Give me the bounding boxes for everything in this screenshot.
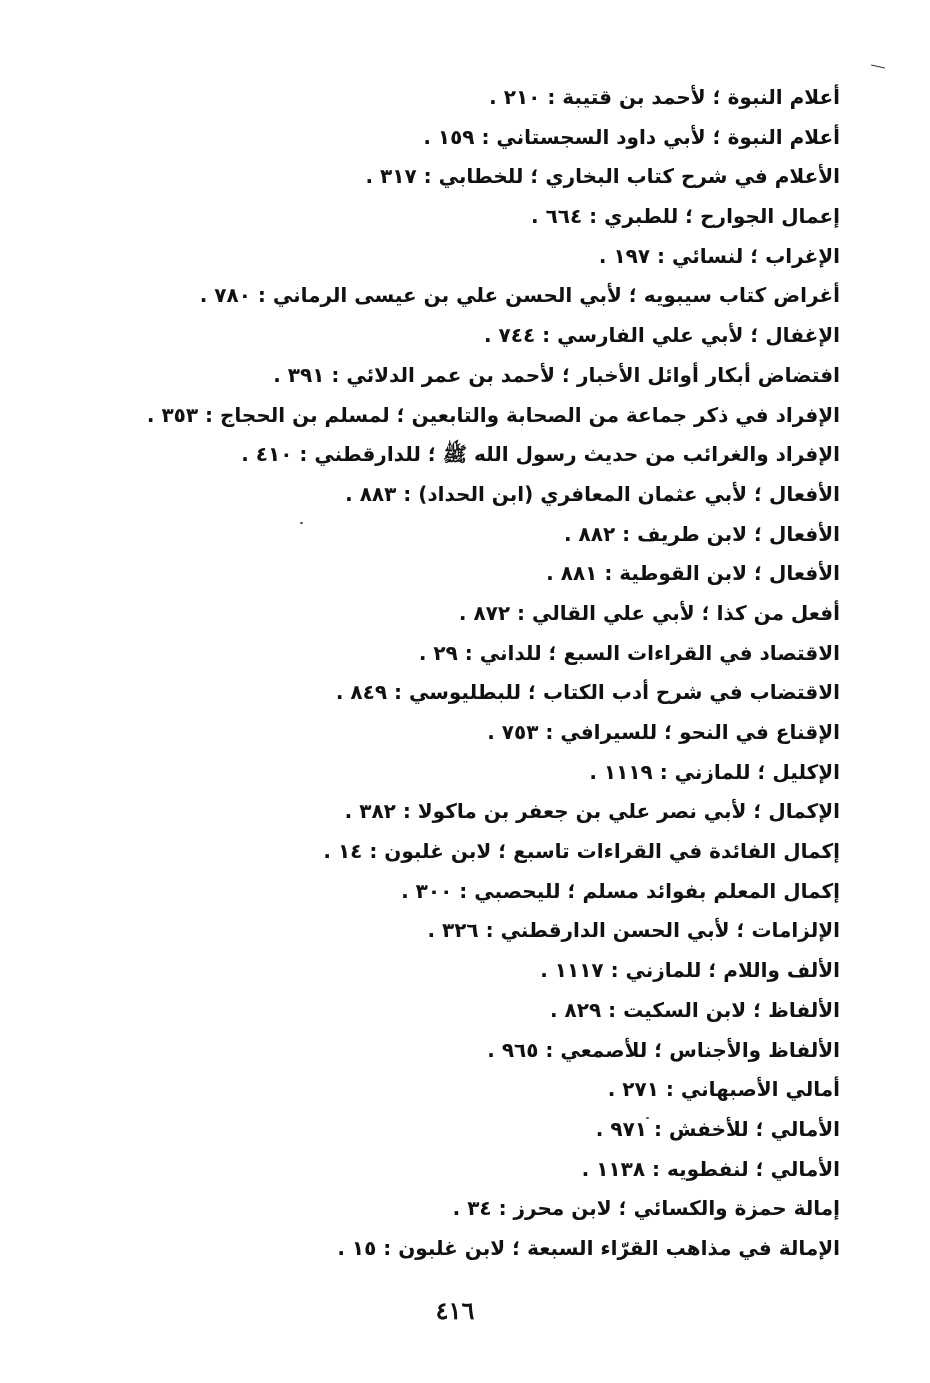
- index-entry: إمالة حمزة والكسائي ؛ لابن محرز : ٣٤ .: [452, 1196, 840, 1221]
- index-entry: إكمال الفائدة في القراءات تاسبع ؛ لابن غلبون : ١٤ .: [323, 839, 840, 864]
- index-entry: الأعلام في شرح كتاب البخاري ؛ للخطابي : ٣١٧ .: [365, 164, 840, 189]
- index-entry: أفعل من كذا ؛ لأبي علي القالي : ٨٧٢ .: [458, 600, 840, 625]
- index-entry: افتضاض أبكار أوائل الأخبار ؛ لأحمد بن عمر الدلائي : ٣٩١ .: [273, 362, 840, 387]
- index-entry-list: [120, 78, 840, 1269]
- index-entry: الإقناع في النحو ؛ للسيرافي : ٧٥٣ .: [487, 720, 840, 744]
- index-entry: أغراض كتاب سيبويه ؛ لأبي الحسن علي بن عيسى الرماني : ٧٨٠ .: [199, 283, 840, 308]
- index-entry: الإكمال ؛ لأبي نصر علي بن جعفر بن ماكولا : ٣٨٢ .: [344, 799, 840, 824]
- index-entry: إكمال المعلم بفوائد مسلم ؛ لليحصبي : ٣٠٠ .: [401, 878, 840, 903]
- index-entry: الأفعال ؛ لابن طريف : ٨٨٢ .: [563, 521, 840, 546]
- index-entry: الألفاظ والأجناس ؛ للأصمعي : ٩٦٥ .: [487, 1037, 840, 1062]
- index-entry: الاقتصاد في القراءات السبع ؛ للداني : ٢٩ .: [418, 640, 840, 665]
- index-entry: الألفاظ ؛ لابن السكيت : ٨٢٩ .: [549, 997, 840, 1022]
- index-entry: إعمال الجوارح ؛ للطبري : ٦٦٤ .: [531, 204, 840, 229]
- page-number: ٤١٦: [435, 1296, 475, 1325]
- index-entry: أعلام النبوة ؛ لأحمد بن قتيبة : ٢١٠ .: [489, 85, 840, 109]
- index-entry: الأفعال ؛ لأبي عثمان المعافري (ابن الحداد) : ٨٨٣ .: [345, 481, 840, 506]
- index-entry: الإكليل ؛ للمازني : ١١١٩ .: [589, 759, 840, 784]
- index-entry: أعلام النبوة ؛ لأبي داود السجستاني : ١٥٩ .: [423, 124, 840, 149]
- index-entry: الأفعال ؛ لابن القوطية : ٨٨١ .: [546, 561, 840, 586]
- index-entry: الأمالي ؛ لنفطويه : ١١٣٨ .: [581, 1156, 840, 1181]
- index-entry: الإغفال ؛ لأبي علي الفارسي : ٧٤٤ .: [483, 323, 840, 348]
- scan-mark: [871, 65, 885, 69]
- index-entry: الإلزامات ؛ لأبي الحسن الدارقطني : ٣٢٦ .: [427, 918, 840, 943]
- index-entry: الأمالي ؛ للأخفش : ٩٧١ .: [595, 1116, 840, 1141]
- index-entry: أمالي الأصبهاني : ٢٧١ .: [607, 1077, 840, 1102]
- index-entry: الإمالة في مذاهب القرّاء السبعة ؛ لابن غلبون : ١٥ .: [337, 1235, 840, 1260]
- index-entry: الإغراب ؛ لنسائي : ١٩٧ .: [598, 243, 840, 268]
- index-entry: الاقتضاب في شرح أدب الكتاب ؛ للبطليوسي : ٨٤٩ .: [335, 680, 840, 705]
- index-entry: الإفراد في ذكر جماعة من الصحابة والتابعين ؛ لمسلم بن الحجاج : ٣٥٣ .: [146, 402, 840, 427]
- index-entry: الإفراد والغرائب من حديث رسول الله ﷺ ؛ للدارقطني : ٤١٠ .: [241, 442, 840, 467]
- index-entry: الألف واللام ؛ للمازني : ١١١٧ .: [540, 958, 840, 983]
